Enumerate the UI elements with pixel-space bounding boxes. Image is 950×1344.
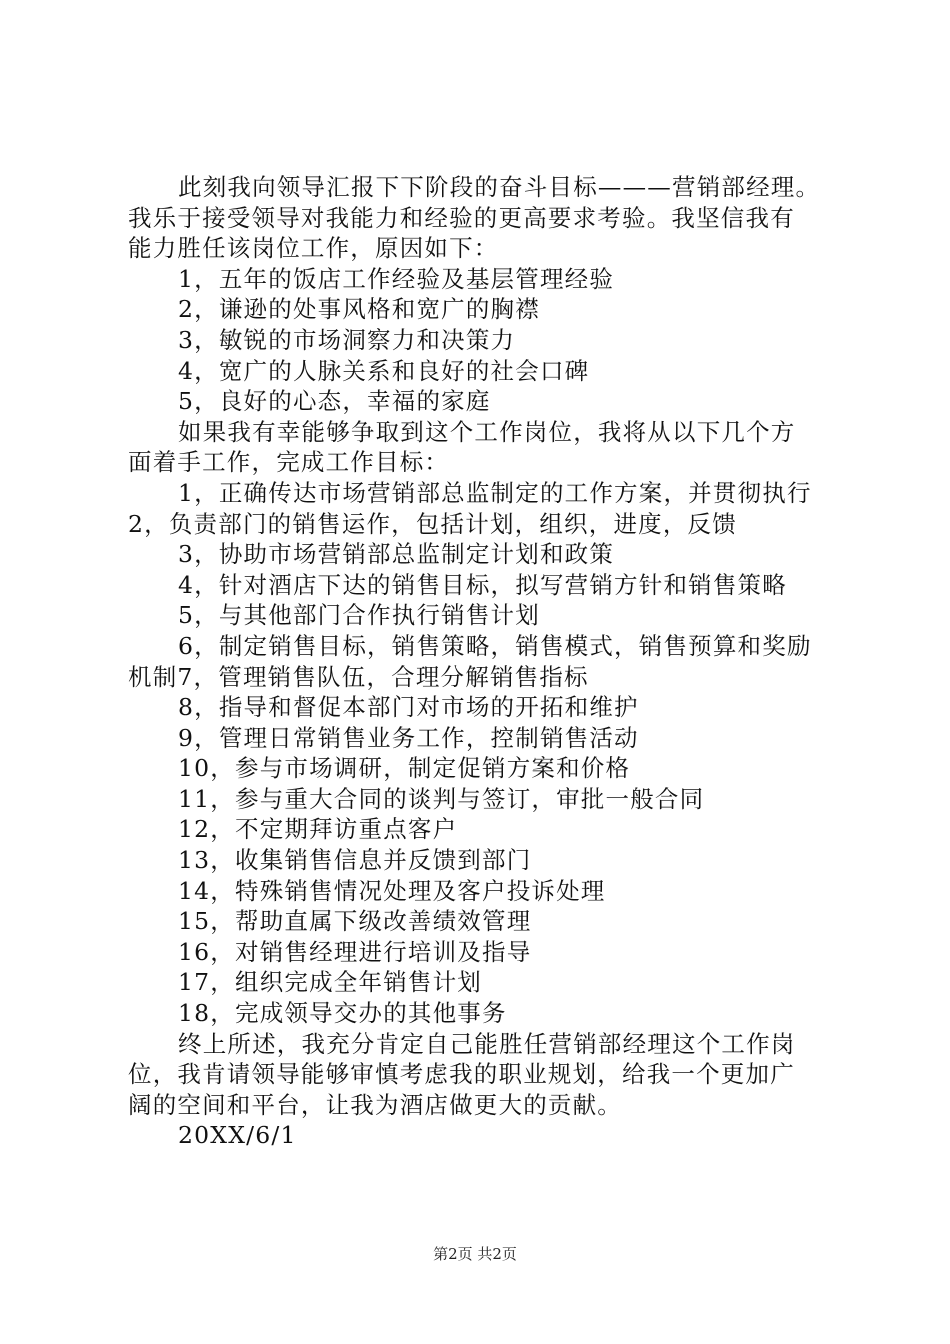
text-line: 4，针对酒店下达的销售目标，拟写营销方针和销售策略 (178, 570, 787, 599)
text-line: 9，管理日常销售业务工作，控制销售活动 (178, 723, 639, 752)
text-line: 16，对销售经理进行培训及指导 (178, 937, 532, 966)
text-line: 1，五年的饭店工作经验及基层管理经验 (178, 264, 615, 293)
text-line: 机制7，管理销售队伍，合理分解销售指标 (128, 662, 589, 691)
text-line: 14，特殊销售情况处理及客户投诉处理 (178, 876, 606, 905)
page-footer: 第2页 共2页 (433, 1245, 517, 1263)
document-body (128, 172, 840, 1151)
text-line: 3，协助市场营销部总监制定计划和政策 (178, 540, 615, 569)
text-line: 15，帮助直属下级改善绩效管理 (178, 907, 532, 936)
text-line: 8，指导和督促本部门对市场的开拓和维护 (178, 693, 639, 722)
text-line: 1，正确传达市场营销部总监制定的工作方案，并贯彻执行 (178, 478, 812, 507)
text-line: 2，谦逊的处事风格和宽广的胸襟 (178, 295, 540, 324)
text-line: 位，我肯请领导能够审慎考虑我的职业规划，给我一个更加广 (128, 1060, 795, 1089)
text-line: 终上所述，我充分肯定自己能胜任营销部经理这个工作岗 (178, 1029, 796, 1058)
text-line: 20XX/6/1 (178, 1121, 297, 1150)
text-line: 3，敏锐的市场洞察力和决策力 (178, 325, 516, 354)
text-line: 4，宽广的人脉关系和良好的社会口碑 (178, 356, 590, 385)
text-line: 12，不定期拜访重点客户 (178, 815, 458, 844)
text-line: 面着手工作，完成工作目标： (128, 448, 450, 477)
text-line: 5，与其他部门合作执行销售计划 (178, 601, 540, 630)
text-line: 此刻我向领导汇报下下阶段的奋斗目标———营销部经理。 (178, 173, 821, 201)
text-line: 2，负责部门的销售运作，包括计划，组织，进度，反馈 (128, 509, 737, 538)
text-line: 18，完成领导交办的其他事务 (178, 999, 507, 1028)
text-line: 5，良好的心态，幸福的家庭 (178, 387, 491, 416)
text-line: 17，组织完成全年销售计划 (178, 968, 483, 997)
text-line: 我乐于接受领导对我能力和经验的更高要求考验。我坚信我有 (128, 203, 795, 232)
text-line: 6，制定销售目标，销售策略，销售模式，销售预算和奖励 (178, 631, 812, 660)
text-line: 能力胜任该岗位工作，原因如下： (128, 234, 499, 263)
text-line: 10，参与市场调研，制定促销方案和价格 (178, 754, 631, 783)
text-line: 11，参与重大合同的谈判与签订，审批一般合同 (178, 784, 705, 813)
text-line: 阔的空间和平台，让我为酒店做更大的贡献。 (128, 1090, 622, 1119)
text-line: 13，收集销售信息并反馈到部门 (178, 846, 532, 875)
text-line: 如果我有幸能够争取到这个工作岗位，我将从以下几个方 (178, 417, 796, 446)
